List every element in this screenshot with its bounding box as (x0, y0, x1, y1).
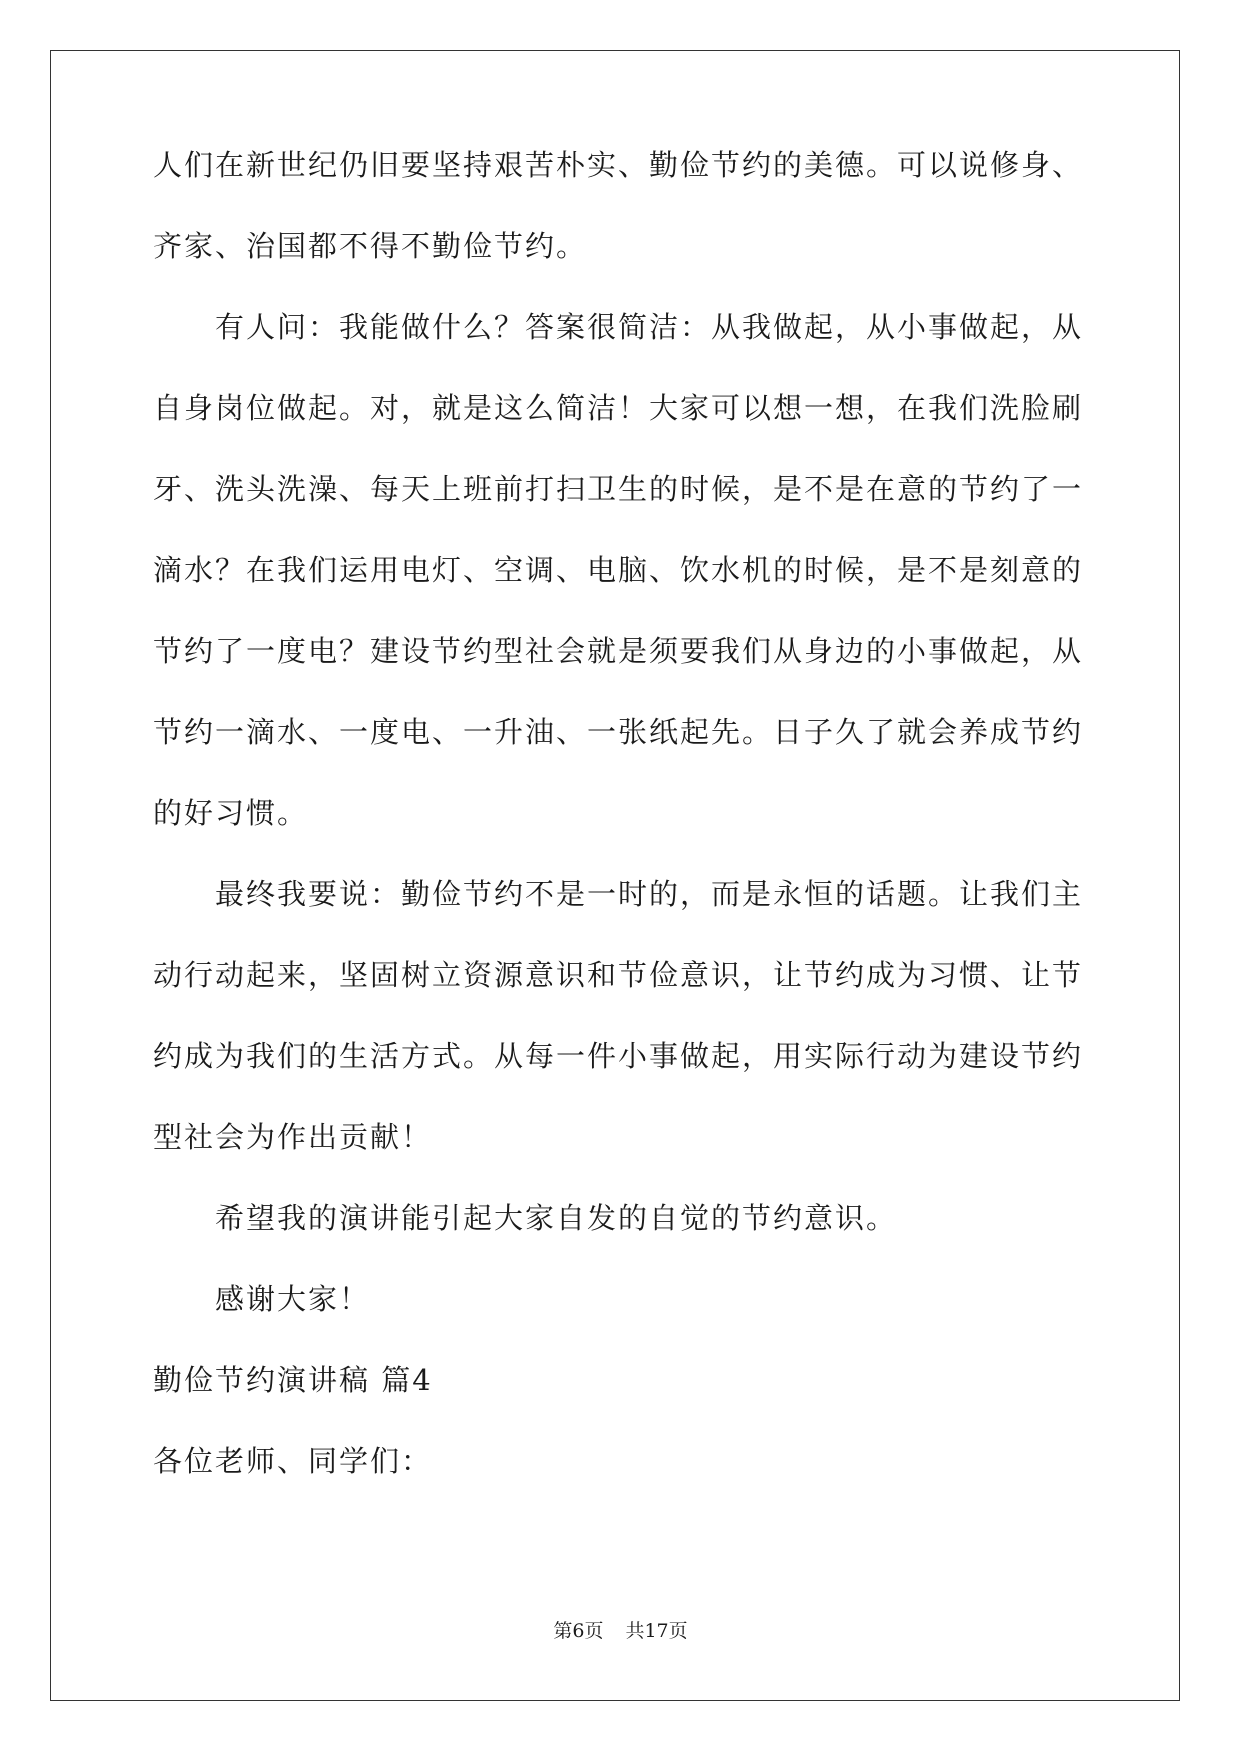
text-line: 节约一滴水、一度电、一升油、一张纸起先。日子久了就会养成节约 (153, 715, 1084, 749)
text-line: 人们在新世纪仍旧要坚持艰苦朴实、勤俭节约的美德。可以说修身、 (153, 148, 1084, 182)
text-line: 节约了一度电？建设节约型社会就是须要我们从身边的小事做起，从 (153, 634, 1084, 668)
page-total: 共17页 (625, 1620, 688, 1642)
page-number: 第6页 (553, 1620, 604, 1642)
text-line: 动行动起来，坚固树立资源意识和节俭意识，让节约成为习惯、让节 (153, 958, 1084, 992)
document-body (153, 145, 1089, 1522)
text-line: 型社会为作出贡献！ (153, 1120, 433, 1154)
text-line: 最终我要说：勤俭节约不是一时的，而是永恒的话题。让我们主 (215, 877, 1084, 911)
text-line: 的好习惯。 (153, 796, 309, 830)
salutation-line: 各位老师、同学们： (153, 1444, 433, 1478)
text-line: 齐家、治国都不得不勤俭节约。 (153, 229, 588, 263)
section-heading: 勤俭节约演讲稿 篇4 (153, 1363, 433, 1397)
text-line: 感谢大家！ (215, 1282, 371, 1316)
text-line: 约成为我们的生活方式。从每一件小事做起，用实际行动为建设节约 (153, 1039, 1084, 1073)
text-line: 有人问：我能做什么？答案很简洁：从我做起，从小事做起，从 (215, 310, 1084, 344)
text-line: 牙、洗头洗澡、每天上班前打扫卫生的时候，是不是在意的节约了一 (153, 472, 1084, 506)
text-line: 自身岗位做起。对，就是这么简洁！大家可以想一想，在我们洗脸刷 (153, 391, 1084, 425)
page-footer (0, 1616, 1241, 1643)
text-line: 滴水？在我们运用电灯、空调、电脑、饮水机的时候，是不是刻意的 (153, 553, 1084, 587)
text-line: 希望我的演讲能引起大家自发的自觉的节约意识。 (215, 1201, 898, 1235)
